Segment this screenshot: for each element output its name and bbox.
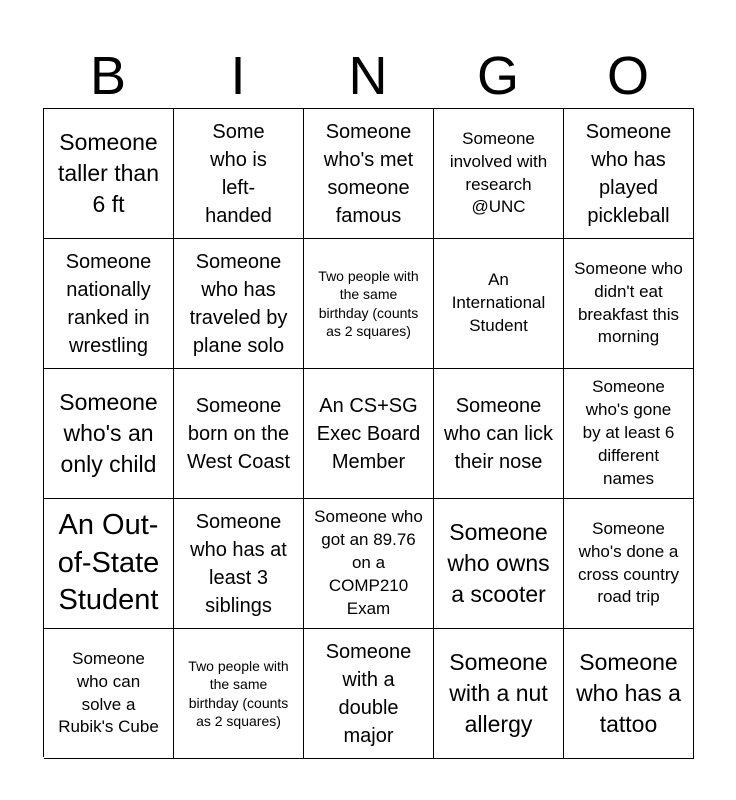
bingo-cell[interactable] — [44, 629, 174, 759]
cell-text: Two people with the same birthday (counts as 2 squares) — [188, 658, 289, 729]
cell-text: Someone taller than 6 ft — [57, 128, 159, 218]
header-letter-g: G — [476, 46, 519, 106]
header-letter-o: O — [606, 46, 649, 106]
bingo-cell[interactable] — [304, 109, 434, 239]
bingo-cell[interactable] — [304, 369, 434, 499]
cell-text: Someone with a nut allergy — [449, 648, 548, 738]
bingo-cell[interactable] — [304, 239, 434, 369]
cell-text: Someone who has a tattoo — [576, 648, 681, 738]
cell-text: Some who is left-handed — [205, 120, 272, 227]
bingo-cell[interactable] — [174, 239, 304, 369]
bingo-cell[interactable] — [434, 109, 564, 239]
bingo-header — [43, 44, 693, 108]
cell-text: Someone who has traveled by plane solo — [189, 250, 288, 357]
bingo-cell[interactable] — [44, 239, 174, 369]
cell-text: Someone who can lick their nose — [444, 394, 553, 473]
cell-text: Someone born on the West Coast — [187, 394, 290, 473]
bingo-cell[interactable] — [44, 109, 174, 239]
bingo-cell[interactable] — [174, 369, 304, 499]
bingo-cell[interactable] — [564, 109, 694, 239]
bingo-cell[interactable] — [174, 109, 304, 239]
cell-text: Someone who's met someone famous — [323, 120, 414, 227]
bingo-cell[interactable] — [44, 369, 174, 499]
cell-text: Someone who has at least 3 siblings — [190, 510, 287, 617]
cell-text: Someone involved with research @UNC — [449, 128, 548, 217]
bingo-cell[interactable] — [304, 629, 434, 759]
cell-text: Someone who owns a scooter — [447, 518, 550, 608]
bingo-cell[interactable] — [434, 499, 564, 629]
cell-text: Someone who's gone by at least 6 different names — [582, 377, 675, 488]
bingo-cell[interactable] — [174, 629, 304, 759]
cell-text: Someone with a double major — [325, 640, 412, 747]
cell-text: Someone who can solve a Rubik's Cube — [58, 648, 159, 737]
cell-text: Two people with the same birthday (counts as 2 squares) — [318, 268, 419, 339]
cell-text: An International Student — [451, 270, 546, 335]
cell-text: An CS+SG Exec Board Member — [316, 394, 421, 473]
cell-text: Someone who got an 89.76 on a COMP210 Exam — [314, 507, 423, 618]
bingo-board — [43, 108, 694, 757]
bingo-cell[interactable] — [564, 629, 694, 759]
bingo-cell[interactable] — [44, 499, 174, 629]
cell-text: Someone who's done a cross country road trip — [577, 518, 680, 607]
cell-text: Someone who has played pickleball — [585, 120, 672, 227]
bingo-cell[interactable] — [564, 369, 694, 499]
cell-text: An Out-of-State Student — [57, 508, 160, 617]
header-letter-i: I — [230, 46, 246, 106]
bingo-cell[interactable] — [174, 499, 304, 629]
bingo-cell[interactable] — [564, 239, 694, 369]
bingo-cell[interactable] — [564, 499, 694, 629]
header-letter-b: B — [89, 46, 127, 106]
bingo-cell[interactable] — [434, 239, 564, 369]
cell-text: Someone who's an only child — [59, 388, 158, 478]
header-letter-n: N — [348, 46, 388, 106]
bingo-cell[interactable] — [434, 369, 564, 499]
bingo-cell[interactable] — [434, 629, 564, 759]
cell-text: Someone who didn't eat breakfast this morning — [574, 258, 683, 347]
cell-text: Someone nationally ranked in wrestling — [65, 250, 152, 357]
bingo-cell[interactable] — [304, 499, 434, 629]
